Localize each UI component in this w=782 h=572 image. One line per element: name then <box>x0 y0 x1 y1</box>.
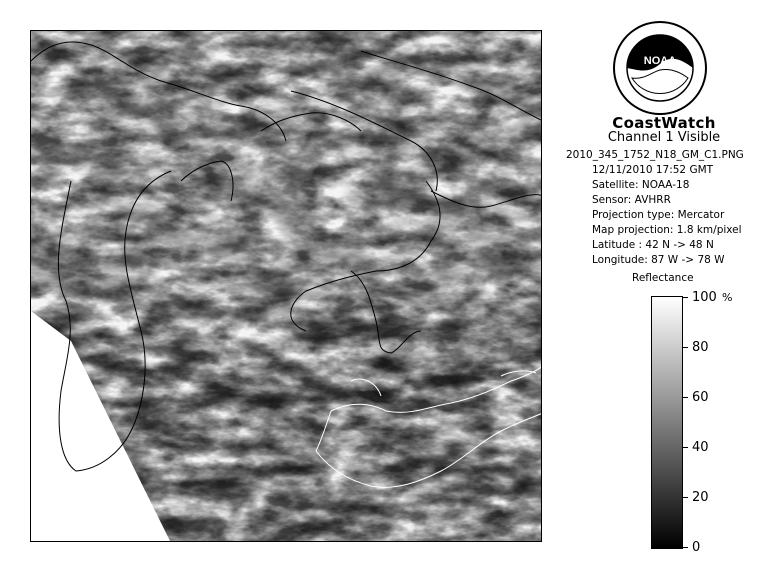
colorbar-tick-label: 60 <box>692 390 709 405</box>
satellite-image-svg <box>31 31 542 542</box>
colorbar-tick <box>682 297 688 298</box>
projection-type-label: Projection type: Mercator <box>592 209 725 221</box>
colorbar-title: Reflectance <box>632 272 694 284</box>
logo-center-text: NOAA <box>643 55 677 67</box>
reflectance-colorbar <box>651 296 683 549</box>
colorbar-tick <box>682 447 688 448</box>
noaa-logo <box>612 20 708 116</box>
datetime-label: 12/11/2010 17:52 GMT <box>592 164 714 176</box>
map-projection-label: Map projection: 1.8 km/pixel <box>592 224 742 236</box>
product-title: CoastWatch <box>612 114 716 132</box>
colorbar-tick <box>682 497 688 498</box>
colorbar-tick-label: 100 <box>692 290 717 305</box>
sensor-label: Sensor: AVHRR <box>592 194 671 206</box>
latitude-label: Latitude : 42 N -> 48 N <box>592 239 714 251</box>
satellite-image <box>30 30 542 542</box>
colorbar-tick <box>682 547 688 548</box>
satellite-label: Satellite: NOAA-18 <box>592 179 690 191</box>
channel-label: Channel 1 Visible <box>607 130 721 145</box>
colorbar-unit: % <box>722 291 733 304</box>
noaa-logo-svg <box>612 20 708 116</box>
colorbar-tick-label: 80 <box>692 340 709 355</box>
colorbar-tick <box>682 397 688 398</box>
longitude-label: Longitude: 87 W -> 78 W <box>592 254 725 266</box>
colorbar-tick <box>682 347 688 348</box>
colorbar-tick-label: 40 <box>692 440 709 455</box>
colorbar-tick-label: 0 <box>692 540 701 555</box>
colorbar-tick-label: 20 <box>692 490 709 505</box>
filename-label: 2010_345_1752_N18_GM_C1.PNG <box>566 149 744 161</box>
